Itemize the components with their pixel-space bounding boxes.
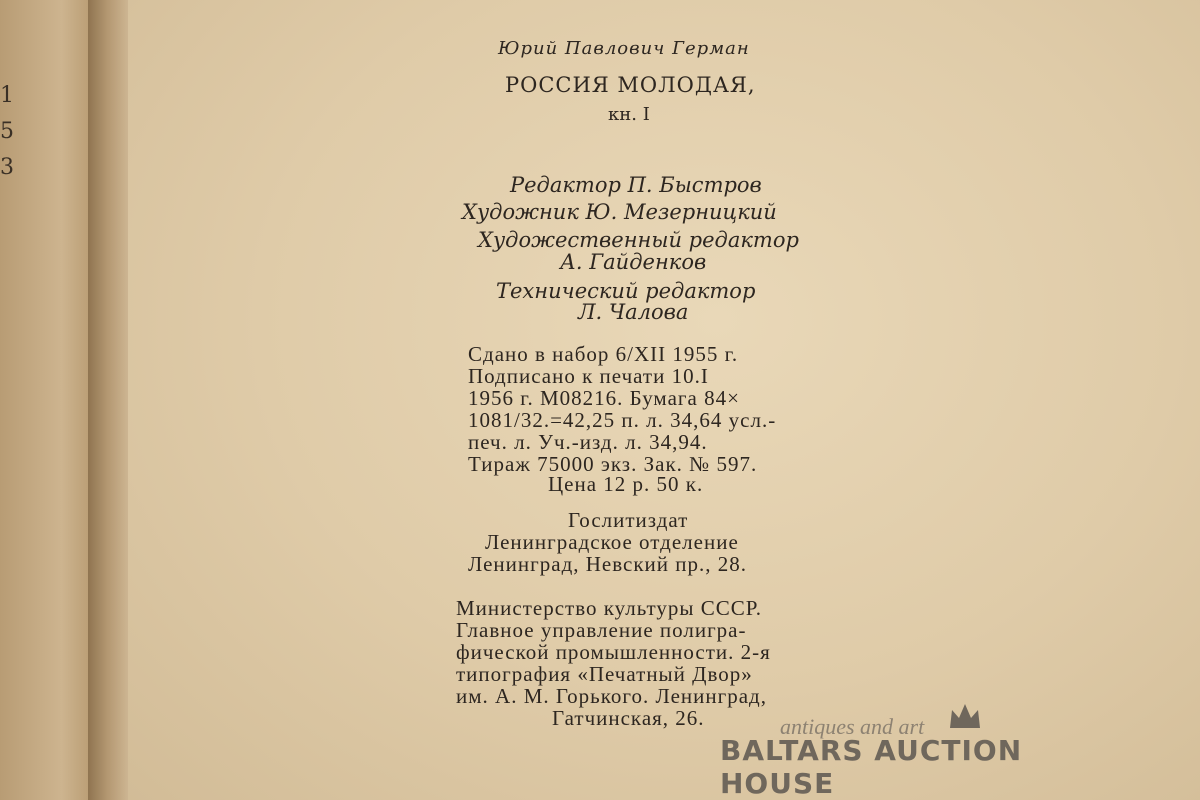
print-detail-line: печ. л. Уч.-изд. л. 34,94. bbox=[468, 430, 708, 454]
artist-credit: Художник Ю. Мезерницкий bbox=[462, 200, 777, 224]
printer-line: Главное управление полигра- bbox=[456, 618, 747, 642]
tech-editor-name: Л. Чалова bbox=[578, 300, 689, 324]
publisher-name: Гослитиздат bbox=[568, 508, 689, 532]
printer-line: Гатчинская, 26. bbox=[552, 706, 705, 730]
author-name: Юрий Павлович Герман bbox=[498, 38, 750, 59]
printer-line: Министерство культуры СССР. bbox=[456, 596, 763, 620]
tech-editor-title: Технический редактор bbox=[496, 279, 756, 303]
publisher-address: Ленинград, Невский пр., 28. bbox=[468, 552, 748, 576]
printer-line: типография «Печатный Двор» bbox=[456, 662, 753, 686]
print-detail-line: Тираж 75000 экз. Зак. № 597. bbox=[468, 452, 758, 476]
edge-glyph: 5 bbox=[0, 119, 14, 144]
edge-glyph: 3 bbox=[0, 155, 14, 180]
print-detail-line: 1956 г. М08216. Бумага 84× bbox=[468, 386, 740, 410]
auction-house-watermark bbox=[720, 708, 1120, 800]
print-detail-line: Сдано в набор 6/XII 1955 г. bbox=[468, 342, 739, 366]
price-line: Цена 12 р. 50 к. bbox=[548, 472, 704, 496]
book-title: РОССИЯ МОЛОДАЯ, bbox=[505, 73, 756, 97]
printer-line: им. А. М. Горького. Ленинград, bbox=[456, 684, 767, 708]
editor-credit: Редактор П. Быстров bbox=[510, 173, 762, 197]
publisher-branch: Ленинградское отделение bbox=[485, 530, 739, 554]
watermark-name: BALTARS AUCTION HOUSE bbox=[720, 734, 1023, 800]
crown-icon bbox=[948, 702, 982, 734]
edge-glyph: 1 bbox=[0, 83, 14, 108]
book-volume: кн. I bbox=[608, 104, 650, 125]
printer-line: фической промышленности. 2-я bbox=[456, 640, 771, 664]
print-detail-line: Подписано к печати 10.I bbox=[468, 364, 709, 388]
art-editor-title: Художественный редактор bbox=[478, 228, 799, 252]
watermark-tagline: antiques and art bbox=[780, 714, 925, 739]
art-editor-name: А. Гайденков bbox=[560, 250, 707, 274]
print-detail-line: 1081/32.=42,25 п. л. 34,64 усл.- bbox=[468, 408, 777, 432]
